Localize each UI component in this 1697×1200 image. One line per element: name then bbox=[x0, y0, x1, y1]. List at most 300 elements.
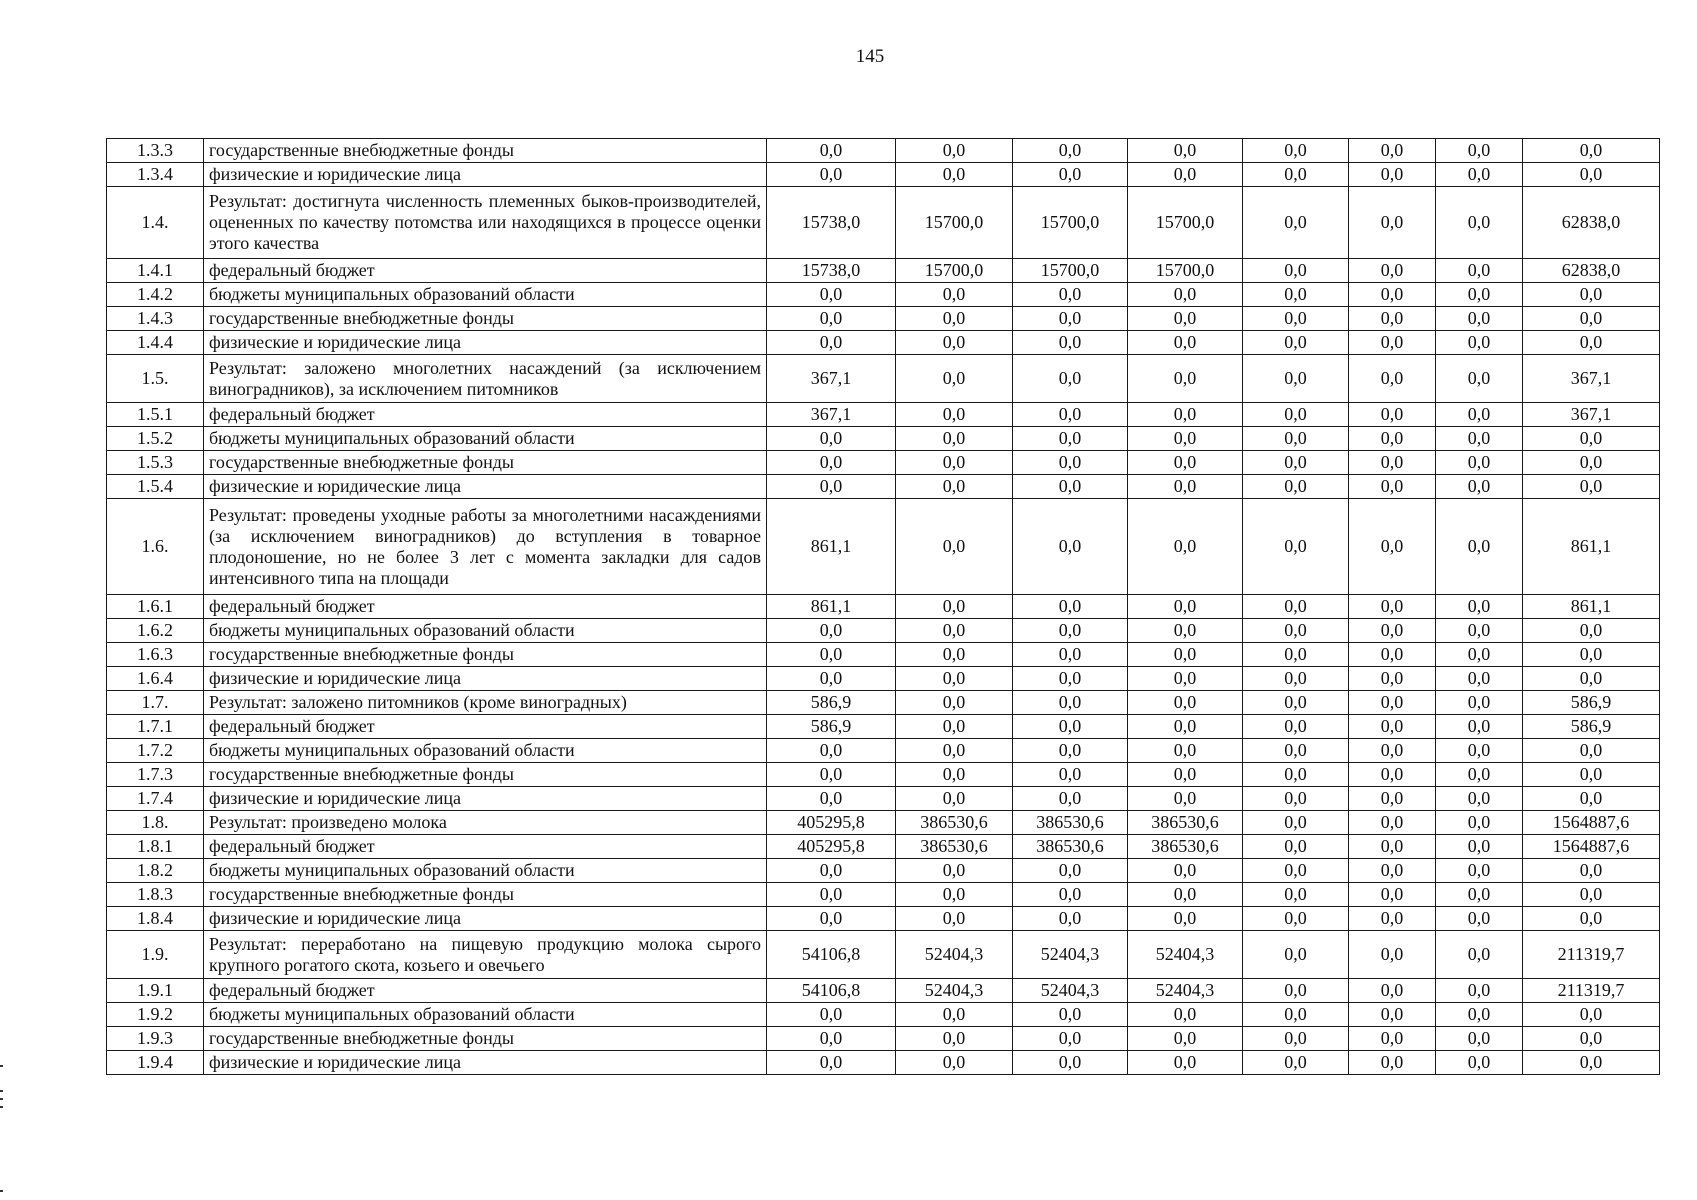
row-value: 0,0 bbox=[1436, 1027, 1523, 1051]
row-value: 586,9 bbox=[1523, 715, 1660, 739]
row-value: 52404,3 bbox=[896, 979, 1013, 1003]
table-row bbox=[107, 787, 1660, 811]
row-value: 0,0 bbox=[1243, 619, 1349, 643]
row-value: 15700,0 bbox=[1013, 187, 1128, 259]
row-value: 0,0 bbox=[1436, 355, 1523, 403]
row-value: 0,0 bbox=[1523, 451, 1660, 475]
row-value: 0,0 bbox=[1243, 931, 1349, 979]
row-value: 0,0 bbox=[1349, 835, 1436, 859]
row-value: 0,0 bbox=[1128, 475, 1243, 499]
row-value: 0,0 bbox=[1013, 883, 1128, 907]
row-code: 1.3.3 bbox=[107, 139, 204, 163]
row-value: 0,0 bbox=[1436, 187, 1523, 259]
row-value: 0,0 bbox=[1013, 1027, 1128, 1051]
table-row bbox=[107, 187, 1660, 259]
row-value: 0,0 bbox=[1349, 763, 1436, 787]
row-value: 0,0 bbox=[1349, 931, 1436, 979]
row-value: 0,0 bbox=[767, 619, 896, 643]
row-value: 0,0 bbox=[1013, 1051, 1128, 1075]
row-value: 367,1 bbox=[767, 355, 896, 403]
row-code: 1.6.2 bbox=[107, 619, 204, 643]
row-value: 0,0 bbox=[896, 331, 1013, 355]
row-value: 0,0 bbox=[1243, 283, 1349, 307]
row-value: 0,0 bbox=[1128, 715, 1243, 739]
table-row bbox=[107, 499, 1660, 595]
row-value: 0,0 bbox=[1523, 283, 1660, 307]
row-value: 0,0 bbox=[767, 643, 896, 667]
row-code: 1.9.2 bbox=[107, 1003, 204, 1027]
row-description: государственные внебюджетные фонды bbox=[204, 763, 767, 787]
row-value: 0,0 bbox=[1349, 859, 1436, 883]
row-value: 0,0 bbox=[1128, 907, 1243, 931]
row-code: 1.6.3 bbox=[107, 643, 204, 667]
row-value: 0,0 bbox=[896, 403, 1013, 427]
row-value: 0,0 bbox=[767, 163, 896, 187]
row-value: 0,0 bbox=[1013, 1003, 1128, 1027]
row-value: 0,0 bbox=[1128, 1003, 1243, 1027]
row-value: 0,0 bbox=[1243, 595, 1349, 619]
row-value: 0,0 bbox=[1013, 427, 1128, 451]
row-value: 405295,8 bbox=[767, 811, 896, 835]
row-value: 0,0 bbox=[1243, 403, 1349, 427]
row-value: 0,0 bbox=[1013, 283, 1128, 307]
table-row bbox=[107, 595, 1660, 619]
row-value: 15738,0 bbox=[767, 187, 896, 259]
row-value: 0,0 bbox=[896, 787, 1013, 811]
table-row bbox=[107, 691, 1660, 715]
table-row bbox=[107, 307, 1660, 331]
row-value: 0,0 bbox=[1523, 139, 1660, 163]
row-value: 0,0 bbox=[1523, 1051, 1660, 1075]
row-value: 211319,7 bbox=[1523, 931, 1660, 979]
row-value: 0,0 bbox=[1523, 1003, 1660, 1027]
table-row bbox=[107, 931, 1660, 979]
row-value: 0,0 bbox=[1013, 163, 1128, 187]
table-row bbox=[107, 667, 1660, 691]
row-value: 386530,6 bbox=[1128, 811, 1243, 835]
row-description: физические и юридические лица bbox=[204, 1051, 767, 1075]
row-value: 0,0 bbox=[1128, 499, 1243, 595]
row-value: 0,0 bbox=[1243, 643, 1349, 667]
row-value: 0,0 bbox=[1349, 811, 1436, 835]
row-value: 0,0 bbox=[1523, 787, 1660, 811]
row-value: 0,0 bbox=[1436, 883, 1523, 907]
row-value: 0,0 bbox=[1243, 787, 1349, 811]
row-value: 15738,0 bbox=[767, 259, 896, 283]
row-value: 0,0 bbox=[1349, 139, 1436, 163]
row-description: бюджеты муниципальных образований области bbox=[204, 619, 767, 643]
row-code: 1.8. bbox=[107, 811, 204, 835]
row-value: 0,0 bbox=[767, 763, 896, 787]
row-value: 15700,0 bbox=[896, 187, 1013, 259]
row-value: 0,0 bbox=[1349, 787, 1436, 811]
row-value: 0,0 bbox=[1436, 859, 1523, 883]
row-value: 0,0 bbox=[1013, 307, 1128, 331]
row-value: 52404,3 bbox=[1128, 979, 1243, 1003]
row-value: 0,0 bbox=[1436, 331, 1523, 355]
row-value: 0,0 bbox=[767, 1051, 896, 1075]
row-value: 0,0 bbox=[1013, 331, 1128, 355]
row-description: физические и юридические лица bbox=[204, 163, 767, 187]
row-value: 0,0 bbox=[1349, 475, 1436, 499]
row-description: Результат: заложено многолетних насаждений (за исключением виноградников), за исключением питомников bbox=[204, 355, 767, 403]
row-value: 0,0 bbox=[767, 331, 896, 355]
row-value: 0,0 bbox=[1013, 787, 1128, 811]
row-value: 0,0 bbox=[1013, 667, 1128, 691]
row-code: 1.5.4 bbox=[107, 475, 204, 499]
row-value: 1564887,6 bbox=[1523, 835, 1660, 859]
row-value: 0,0 bbox=[1349, 739, 1436, 763]
row-code: 1.4.4 bbox=[107, 331, 204, 355]
row-value: 0,0 bbox=[896, 907, 1013, 931]
row-value: 0,0 bbox=[1013, 763, 1128, 787]
row-value: 861,1 bbox=[1523, 499, 1660, 595]
row-value: 0,0 bbox=[1436, 499, 1523, 595]
row-value: 15700,0 bbox=[896, 259, 1013, 283]
row-value: 0,0 bbox=[1013, 475, 1128, 499]
row-value: 0,0 bbox=[1128, 1051, 1243, 1075]
row-value: 586,9 bbox=[767, 691, 896, 715]
row-code: 1.7.1 bbox=[107, 715, 204, 739]
row-description: государственные внебюджетные фонды bbox=[204, 883, 767, 907]
row-value: 0,0 bbox=[1436, 259, 1523, 283]
table-body bbox=[107, 139, 1660, 1075]
row-value: 0,0 bbox=[896, 307, 1013, 331]
row-value: 0,0 bbox=[767, 307, 896, 331]
row-value: 0,0 bbox=[896, 643, 1013, 667]
row-value: 0,0 bbox=[1013, 451, 1128, 475]
row-value: 0,0 bbox=[1523, 427, 1660, 451]
row-value: 861,1 bbox=[1523, 595, 1660, 619]
row-value: 15700,0 bbox=[1013, 259, 1128, 283]
row-code: 1.7. bbox=[107, 691, 204, 715]
row-value: 0,0 bbox=[1128, 883, 1243, 907]
row-value: 0,0 bbox=[1523, 907, 1660, 931]
row-code: 1.5.1 bbox=[107, 403, 204, 427]
row-value: 0,0 bbox=[1349, 331, 1436, 355]
row-value: 386530,6 bbox=[1128, 835, 1243, 859]
row-value: 0,0 bbox=[1436, 139, 1523, 163]
row-value: 0,0 bbox=[1013, 499, 1128, 595]
row-value: 0,0 bbox=[896, 1027, 1013, 1051]
table-row bbox=[107, 883, 1660, 907]
row-value: 0,0 bbox=[1349, 907, 1436, 931]
row-code: 1.5. bbox=[107, 355, 204, 403]
row-value: 54106,8 bbox=[767, 931, 896, 979]
table-row bbox=[107, 1027, 1660, 1051]
row-value: 0,0 bbox=[1349, 403, 1436, 427]
row-value: 0,0 bbox=[1243, 835, 1349, 859]
row-value: 0,0 bbox=[1128, 307, 1243, 331]
row-code: 1.8.2 bbox=[107, 859, 204, 883]
table-row bbox=[107, 1051, 1660, 1075]
row-value: 0,0 bbox=[767, 787, 896, 811]
row-value: 0,0 bbox=[1436, 403, 1523, 427]
row-value: 0,0 bbox=[1349, 1027, 1436, 1051]
row-code: 1.4.3 bbox=[107, 307, 204, 331]
row-value: 0,0 bbox=[896, 475, 1013, 499]
row-value: 0,0 bbox=[1243, 259, 1349, 283]
row-value: 0,0 bbox=[1243, 883, 1349, 907]
row-code: 1.4.2 bbox=[107, 283, 204, 307]
row-value: 0,0 bbox=[1436, 787, 1523, 811]
row-value: 0,0 bbox=[1349, 187, 1436, 259]
row-value: 0,0 bbox=[1013, 715, 1128, 739]
row-description: федеральный бюджет bbox=[204, 979, 767, 1003]
row-value: 0,0 bbox=[1436, 739, 1523, 763]
row-value: 0,0 bbox=[1349, 259, 1436, 283]
row-value: 0,0 bbox=[1128, 667, 1243, 691]
row-value: 0,0 bbox=[1013, 139, 1128, 163]
row-value: 0,0 bbox=[1243, 907, 1349, 931]
row-value: 0,0 bbox=[1523, 643, 1660, 667]
row-value: 0,0 bbox=[767, 451, 896, 475]
row-value: 0,0 bbox=[1436, 1003, 1523, 1027]
row-value: 0,0 bbox=[1523, 475, 1660, 499]
row-value: 0,0 bbox=[1013, 595, 1128, 619]
table-row bbox=[107, 907, 1660, 931]
row-value: 0,0 bbox=[1128, 427, 1243, 451]
row-description: бюджеты муниципальных образований области bbox=[204, 739, 767, 763]
table-row bbox=[107, 811, 1660, 835]
row-value: 54106,8 bbox=[767, 979, 896, 1003]
row-description: Результат: достигнута численность племенных быков-производителей, оцененных по качеству потомства или находящихся в процессе оценки этого качества bbox=[204, 187, 767, 259]
row-value: 0,0 bbox=[896, 595, 1013, 619]
row-description: бюджеты муниципальных образований области bbox=[204, 427, 767, 451]
row-value: 386530,6 bbox=[1013, 835, 1128, 859]
row-value: 0,0 bbox=[1243, 427, 1349, 451]
row-value: 0,0 bbox=[1349, 715, 1436, 739]
row-description: Результат: переработано на пищевую продукцию молока сырого крупного рогатого скота, козьего и овечьего bbox=[204, 931, 767, 979]
row-value: 0,0 bbox=[1349, 595, 1436, 619]
row-value: 0,0 bbox=[1128, 595, 1243, 619]
row-value: 0,0 bbox=[1243, 475, 1349, 499]
row-description: физические и юридические лица bbox=[204, 331, 767, 355]
row-value: 0,0 bbox=[1243, 1051, 1349, 1075]
row-value: 0,0 bbox=[896, 691, 1013, 715]
row-value: 1564887,6 bbox=[1523, 811, 1660, 835]
row-description: бюджеты муниципальных образований области bbox=[204, 1003, 767, 1027]
row-value: 0,0 bbox=[896, 667, 1013, 691]
row-description: физические и юридические лица bbox=[204, 667, 767, 691]
row-value: 0,0 bbox=[1128, 691, 1243, 715]
row-value: 0,0 bbox=[1523, 859, 1660, 883]
row-value: 0,0 bbox=[1128, 1027, 1243, 1051]
row-description: государственные внебюджетные фонды bbox=[204, 451, 767, 475]
row-value: 0,0 bbox=[1013, 691, 1128, 715]
row-value: 0,0 bbox=[896, 739, 1013, 763]
row-value: 0,0 bbox=[1243, 1003, 1349, 1027]
row-value: 0,0 bbox=[1013, 739, 1128, 763]
row-value: 0,0 bbox=[1128, 283, 1243, 307]
table-row bbox=[107, 619, 1660, 643]
row-description: Результат: проведены уходные работы за многолетними насаждениями (за исключением виноградников) до вступления в товарное плодоношение, но не более 3 лет с момента закладки для садов интенсивного типа на площади bbox=[204, 499, 767, 595]
row-value: 0,0 bbox=[1128, 763, 1243, 787]
row-value: 0,0 bbox=[1243, 859, 1349, 883]
row-value: 386530,6 bbox=[896, 811, 1013, 835]
row-code: 1.6.4 bbox=[107, 667, 204, 691]
row-code: 1.9.3 bbox=[107, 1027, 204, 1051]
row-value: 0,0 bbox=[1523, 1027, 1660, 1051]
table-row bbox=[107, 1003, 1660, 1027]
row-value: 367,1 bbox=[1523, 355, 1660, 403]
row-value: 0,0 bbox=[1243, 739, 1349, 763]
row-value: 0,0 bbox=[767, 427, 896, 451]
row-value: 211319,7 bbox=[1523, 979, 1660, 1003]
row-value: 62838,0 bbox=[1523, 259, 1660, 283]
row-value: 0,0 bbox=[1243, 1027, 1349, 1051]
row-value: 0,0 bbox=[1349, 691, 1436, 715]
row-value: 52404,3 bbox=[1013, 979, 1128, 1003]
row-value: 0,0 bbox=[1523, 619, 1660, 643]
row-description: физические и юридические лица bbox=[204, 787, 767, 811]
row-value: 0,0 bbox=[1128, 739, 1243, 763]
row-code: 1.7.2 bbox=[107, 739, 204, 763]
row-value: 0,0 bbox=[1436, 907, 1523, 931]
row-value: 0,0 bbox=[1436, 475, 1523, 499]
row-value: 0,0 bbox=[1349, 499, 1436, 595]
row-value: 0,0 bbox=[1243, 307, 1349, 331]
row-code: 1.6.1 bbox=[107, 595, 204, 619]
row-value: 0,0 bbox=[1349, 427, 1436, 451]
row-value: 0,0 bbox=[1436, 931, 1523, 979]
row-value: 0,0 bbox=[767, 139, 896, 163]
row-value: 62838,0 bbox=[1523, 187, 1660, 259]
row-description: федеральный бюджет bbox=[204, 835, 767, 859]
row-value: 0,0 bbox=[1436, 427, 1523, 451]
row-value: 0,0 bbox=[1436, 691, 1523, 715]
row-value: 861,1 bbox=[767, 499, 896, 595]
table-row bbox=[107, 475, 1660, 499]
row-description: физические и юридические лица bbox=[204, 907, 767, 931]
row-value: 0,0 bbox=[1243, 691, 1349, 715]
row-description: федеральный бюджет bbox=[204, 595, 767, 619]
table-row bbox=[107, 163, 1660, 187]
row-value: 0,0 bbox=[896, 163, 1013, 187]
table-row bbox=[107, 355, 1660, 403]
table-row bbox=[107, 283, 1660, 307]
row-value: 0,0 bbox=[1349, 979, 1436, 1003]
row-value: 0,0 bbox=[1349, 667, 1436, 691]
row-value: 52404,3 bbox=[1013, 931, 1128, 979]
row-value: 0,0 bbox=[767, 1003, 896, 1027]
row-value: 0,0 bbox=[767, 283, 896, 307]
row-value: 0,0 bbox=[896, 427, 1013, 451]
row-code: 1.9.1 bbox=[107, 979, 204, 1003]
row-value: 0,0 bbox=[767, 883, 896, 907]
row-code: 1.9.4 bbox=[107, 1051, 204, 1075]
row-value: 0,0 bbox=[1349, 307, 1436, 331]
row-code: 1.8.4 bbox=[107, 907, 204, 931]
row-value: 0,0 bbox=[1523, 763, 1660, 787]
row-value: 0,0 bbox=[1243, 667, 1349, 691]
row-value: 0,0 bbox=[896, 715, 1013, 739]
row-description: физические и юридические лица bbox=[204, 475, 767, 499]
row-code: 1.7.4 bbox=[107, 787, 204, 811]
row-value: 0,0 bbox=[1013, 907, 1128, 931]
row-code: 1.4.1 bbox=[107, 259, 204, 283]
row-value: 367,1 bbox=[767, 403, 896, 427]
row-value: 0,0 bbox=[1128, 451, 1243, 475]
row-value: 0,0 bbox=[1243, 139, 1349, 163]
row-value: 0,0 bbox=[767, 475, 896, 499]
row-value: 0,0 bbox=[1436, 715, 1523, 739]
budget-table bbox=[106, 138, 1660, 1075]
table-row bbox=[107, 979, 1660, 1003]
row-value: 0,0 bbox=[1436, 979, 1523, 1003]
row-value: 15700,0 bbox=[1128, 187, 1243, 259]
table-row bbox=[107, 763, 1660, 787]
row-value: 0,0 bbox=[1243, 187, 1349, 259]
row-value: 0,0 bbox=[1349, 283, 1436, 307]
row-value: 0,0 bbox=[1436, 835, 1523, 859]
row-value: 0,0 bbox=[1243, 811, 1349, 835]
row-value: 0,0 bbox=[1436, 595, 1523, 619]
table-row bbox=[107, 739, 1660, 763]
row-value: 0,0 bbox=[1523, 163, 1660, 187]
row-value: 0,0 bbox=[1128, 403, 1243, 427]
page-number: 145 bbox=[855, 46, 885, 67]
row-value: 0,0 bbox=[1436, 451, 1523, 475]
table-row bbox=[107, 643, 1660, 667]
row-value: 0,0 bbox=[1128, 787, 1243, 811]
row-value: 0,0 bbox=[1349, 163, 1436, 187]
row-value: 0,0 bbox=[896, 499, 1013, 595]
row-value: 0,0 bbox=[1349, 1051, 1436, 1075]
row-value: 0,0 bbox=[1349, 1003, 1436, 1027]
row-value: 0,0 bbox=[1243, 979, 1349, 1003]
row-value: 0,0 bbox=[1013, 355, 1128, 403]
row-value: 386530,6 bbox=[1013, 811, 1128, 835]
table-row bbox=[107, 715, 1660, 739]
row-value: 0,0 bbox=[1349, 883, 1436, 907]
row-value: 0,0 bbox=[1436, 763, 1523, 787]
row-value: 0,0 bbox=[1349, 355, 1436, 403]
margin-mark bbox=[0, 1098, 3, 1100]
row-value: 0,0 bbox=[1243, 715, 1349, 739]
row-description: бюджеты муниципальных образований области bbox=[204, 859, 767, 883]
row-value: 0,0 bbox=[767, 859, 896, 883]
row-value: 861,1 bbox=[767, 595, 896, 619]
row-code: 1.8.1 bbox=[107, 835, 204, 859]
table-row bbox=[107, 835, 1660, 859]
row-value: 0,0 bbox=[767, 1027, 896, 1051]
table-row bbox=[107, 331, 1660, 355]
row-value: 0,0 bbox=[1523, 307, 1660, 331]
row-code: 1.3.4 bbox=[107, 163, 204, 187]
row-value: 0,0 bbox=[1436, 307, 1523, 331]
row-code: 1.9. bbox=[107, 931, 204, 979]
row-description: федеральный бюджет bbox=[204, 403, 767, 427]
row-value: 586,9 bbox=[767, 715, 896, 739]
row-value: 0,0 bbox=[1013, 403, 1128, 427]
margin-mark bbox=[0, 1065, 3, 1067]
row-value: 0,0 bbox=[1243, 355, 1349, 403]
row-code: 1.6. bbox=[107, 499, 204, 595]
row-value: 0,0 bbox=[1243, 163, 1349, 187]
row-code: 1.8.3 bbox=[107, 883, 204, 907]
table-row bbox=[107, 403, 1660, 427]
row-value: 0,0 bbox=[1349, 643, 1436, 667]
row-code: 1.5.3 bbox=[107, 451, 204, 475]
row-value: 0,0 bbox=[1523, 667, 1660, 691]
table-row bbox=[107, 451, 1660, 475]
row-value: 586,9 bbox=[1523, 691, 1660, 715]
row-value: 0,0 bbox=[1128, 355, 1243, 403]
row-description: федеральный бюджет bbox=[204, 715, 767, 739]
row-value: 0,0 bbox=[767, 667, 896, 691]
table-row bbox=[107, 139, 1660, 163]
